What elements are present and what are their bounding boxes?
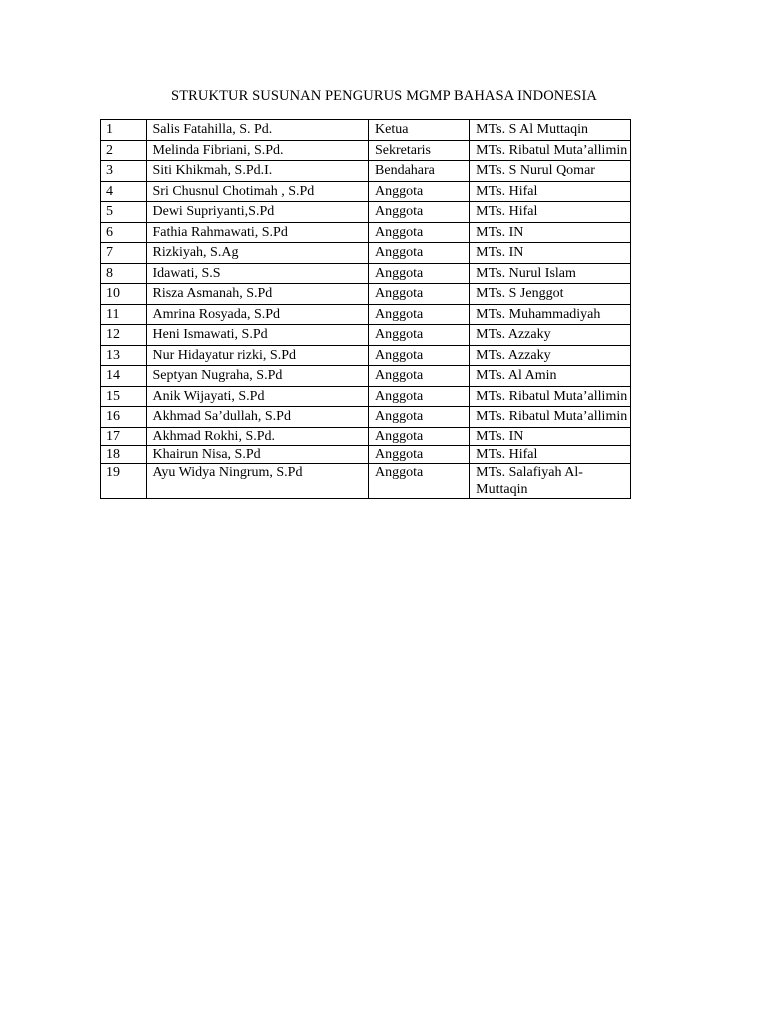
table-row xyxy=(101,161,631,182)
row-number: 2 xyxy=(101,140,147,161)
member-school: MTs. Muhammadiyah xyxy=(470,304,631,325)
member-name: Akhmad Rokhi, S.Pd. xyxy=(146,427,369,445)
member-school: MTs. S Nurul Qomar xyxy=(470,161,631,182)
table-row xyxy=(101,366,631,387)
table-row xyxy=(101,243,631,264)
member-role: Anggota xyxy=(369,325,470,346)
member-name: Ayu Widya Ningrum, S.Pd xyxy=(146,463,369,498)
row-number: 11 xyxy=(101,304,147,325)
row-number: 5 xyxy=(101,202,147,223)
member-name: Heni Ismawati, S.Pd xyxy=(146,325,369,346)
member-role: Anggota xyxy=(369,345,470,366)
member-name: Dewi Supriyanti,S.Pd xyxy=(146,202,369,223)
member-role: Anggota xyxy=(369,463,470,498)
member-name: Salis Fatahilla, S. Pd. xyxy=(146,120,369,141)
row-number: 15 xyxy=(101,386,147,407)
table-row xyxy=(101,140,631,161)
member-school: MTs. IN xyxy=(470,222,631,243)
table-row xyxy=(101,120,631,141)
member-role: Anggota xyxy=(369,284,470,305)
member-name: Anik Wijayati, S.Pd xyxy=(146,386,369,407)
member-school: MTs. Azzaky xyxy=(470,325,631,346)
member-role: Sekretaris xyxy=(369,140,470,161)
row-number: 4 xyxy=(101,181,147,202)
table-row xyxy=(101,445,631,463)
table-row xyxy=(101,427,631,445)
member-role: Bendahara xyxy=(369,161,470,182)
row-number: 1 xyxy=(101,120,147,141)
member-name: Fathia Rahmawati, S.Pd xyxy=(146,222,369,243)
member-school: MTs. Ribatul Muta’allimin xyxy=(470,140,631,161)
member-name: Idawati, S.S xyxy=(146,263,369,284)
member-school: MTs. Hifal xyxy=(470,445,631,463)
table-row xyxy=(101,181,631,202)
row-number: 10 xyxy=(101,284,147,305)
row-number: 14 xyxy=(101,366,147,387)
table-row xyxy=(101,202,631,223)
row-number: 13 xyxy=(101,345,147,366)
row-number: 16 xyxy=(101,407,147,428)
member-name: Risza Asmanah, S.Pd xyxy=(146,284,369,305)
table-row xyxy=(101,304,631,325)
member-school: MTs. Hifal xyxy=(470,202,631,223)
member-name: Khairun Nisa, S.Pd xyxy=(146,445,369,463)
member-name: Septyan Nugraha, S.Pd xyxy=(146,366,369,387)
row-number: 18 xyxy=(101,445,147,463)
row-number: 12 xyxy=(101,325,147,346)
row-number: 19 xyxy=(101,463,147,498)
table-row xyxy=(101,386,631,407)
member-school: MTs. IN xyxy=(470,427,631,445)
row-number: 7 xyxy=(101,243,147,264)
member-school: MTs. Salafiyah Al-Muttaqin xyxy=(470,463,631,498)
member-school: MTs. Hifal xyxy=(470,181,631,202)
table-row xyxy=(101,263,631,284)
member-name: Melinda Fibriani, S.Pd. xyxy=(146,140,369,161)
member-table xyxy=(100,119,631,499)
table-row xyxy=(101,463,631,498)
member-role: Anggota xyxy=(369,304,470,325)
member-role: Anggota xyxy=(369,427,470,445)
member-role: Anggota xyxy=(369,263,470,284)
document-title: STRUKTUR SUSUNAN PENGURUS MGMP BAHASA INDONESIA xyxy=(171,88,597,104)
member-school: MTs. S Jenggot xyxy=(470,284,631,305)
member-school: MTs. Azzaky xyxy=(470,345,631,366)
member-school: MTs. Ribatul Muta’allimin xyxy=(470,407,631,428)
member-table-body xyxy=(101,120,631,499)
member-role: Anggota xyxy=(369,222,470,243)
member-name: Amrina Rosyada, S.Pd xyxy=(146,304,369,325)
member-school: MTs. Al Amin xyxy=(470,366,631,387)
table-row xyxy=(101,222,631,243)
member-school: MTs. S Al Muttaqin xyxy=(470,120,631,141)
member-school: MTs. Ribatul Muta’allimin xyxy=(470,386,631,407)
table-row xyxy=(101,284,631,305)
table-row xyxy=(101,407,631,428)
member-name: Siti Khikmah, S.Pd.I. xyxy=(146,161,369,182)
member-name: Sri Chusnul Chotimah , S.Pd xyxy=(146,181,369,202)
member-role: Anggota xyxy=(369,243,470,264)
member-role: Anggota xyxy=(369,202,470,223)
table-row xyxy=(101,325,631,346)
row-number: 6 xyxy=(101,222,147,243)
member-name: Rizkiyah, S.Ag xyxy=(146,243,369,264)
member-role: Anggota xyxy=(369,386,470,407)
member-role: Anggota xyxy=(369,407,470,428)
member-role: Anggota xyxy=(369,181,470,202)
member-role: Anggota xyxy=(369,366,470,387)
row-number: 3 xyxy=(101,161,147,182)
member-role: Ketua xyxy=(369,120,470,141)
member-school: MTs. Nurul Islam xyxy=(470,263,631,284)
member-role: Anggota xyxy=(369,445,470,463)
member-name: Nur Hidayatur rizki, S.Pd xyxy=(146,345,369,366)
row-number: 17 xyxy=(101,427,147,445)
member-school: MTs. IN xyxy=(470,243,631,264)
table-row xyxy=(101,345,631,366)
member-name: Akhmad Sa’dullah, S.Pd xyxy=(146,407,369,428)
row-number: 8 xyxy=(101,263,147,284)
